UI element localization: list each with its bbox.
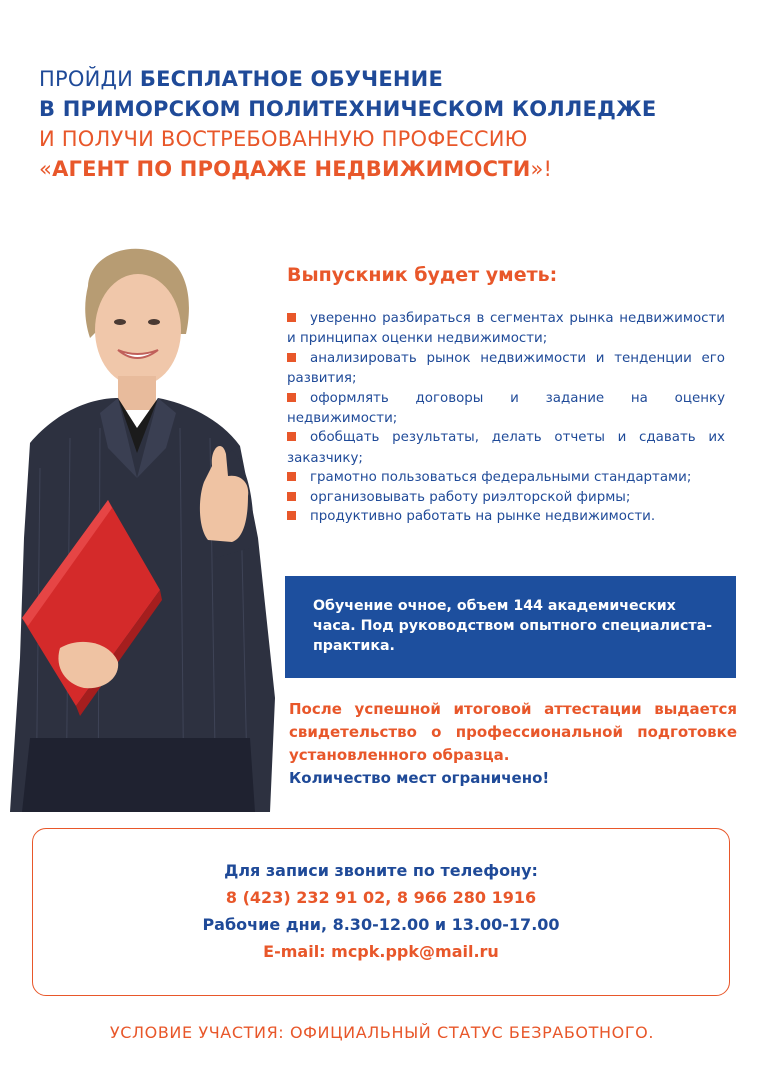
headline-line-3: И ПОЛУЧИ ВОСТРЕБОВАННУЮ ПРОФЕССИЮ	[39, 127, 528, 151]
list-item: оформлять договоры и задание на оценку недвижимости;	[287, 390, 725, 427]
email-link[interactable]: E-mail: mcpk.ppk@mail.ru	[263, 942, 499, 961]
list-item: обобщать результаты, делать отчеты и сдавать их заказчику;	[287, 430, 725, 466]
bullet-square-icon	[287, 393, 296, 402]
list-item: организовывать работу риэлторской фирмы;	[287, 488, 725, 508]
list-item: продуктивно работать на рынке недвижимости.	[287, 507, 725, 527]
contact-box	[32, 828, 730, 996]
training-info-box	[285, 576, 736, 678]
bullet-square-icon	[287, 492, 296, 501]
skills-list	[287, 309, 725, 526]
contact-lines	[33, 857, 729, 965]
bullet-square-icon	[287, 353, 296, 362]
skills-title: Выпускник будет уметь:	[287, 264, 558, 286]
list-item: грамотно пользоваться федеральными стандартами;	[287, 468, 725, 488]
participation-condition: УСЛОВИЕ УЧАСТИЯ: ОФИЦИАЛЬНЫЙ СТАТУС БЕЗРАБОТНОГО.	[109, 1023, 655, 1042]
headline-line-4: «АГЕНТ ПО ПРОДАЖЕ НЕДВИЖИМОСТИ»!	[39, 157, 553, 181]
limited-places-text: Количество мест ограничено!	[289, 769, 550, 787]
training-info-text: Обучение очное, объем 144 академических часа. Под руководством опытного специалиста-практика.	[313, 598, 713, 654]
phone-numbers: 8 (423) 232 91 02, 8 966 280 1916	[225, 888, 537, 907]
bullet-square-icon	[287, 432, 296, 441]
attestation-text: После успешной итоговой аттестации выдается свидетельство о профессиональной подготовке установленного образца.	[289, 700, 737, 764]
bullet-square-icon	[287, 472, 296, 481]
list-item: анализировать рынок недвижимости и тенденции его развития;	[287, 350, 725, 387]
headline-line-1: ПРОЙДИ БЕСПЛАТНОЕ ОБУЧЕНИЕ	[39, 67, 443, 91]
businesswoman-photo	[0, 238, 285, 812]
call-label: Для записи звоните по телефону:	[224, 861, 538, 880]
bullet-square-icon	[287, 511, 296, 520]
working-hours: Рабочие дни, 8.30-12.00 и 13.00-17.00	[202, 915, 560, 934]
headline	[39, 64, 739, 184]
bullet-square-icon	[287, 313, 296, 322]
attestation-block	[289, 698, 737, 790]
list-item: уверенно разбираться в сегментах рынка недвижимости и принципах оценки недвижимости;	[287, 311, 725, 347]
headline-line-2: В ПРИМОРСКОМ ПОЛИТЕХНИЧЕСКОМ КОЛЛЕДЖЕ	[39, 97, 657, 121]
